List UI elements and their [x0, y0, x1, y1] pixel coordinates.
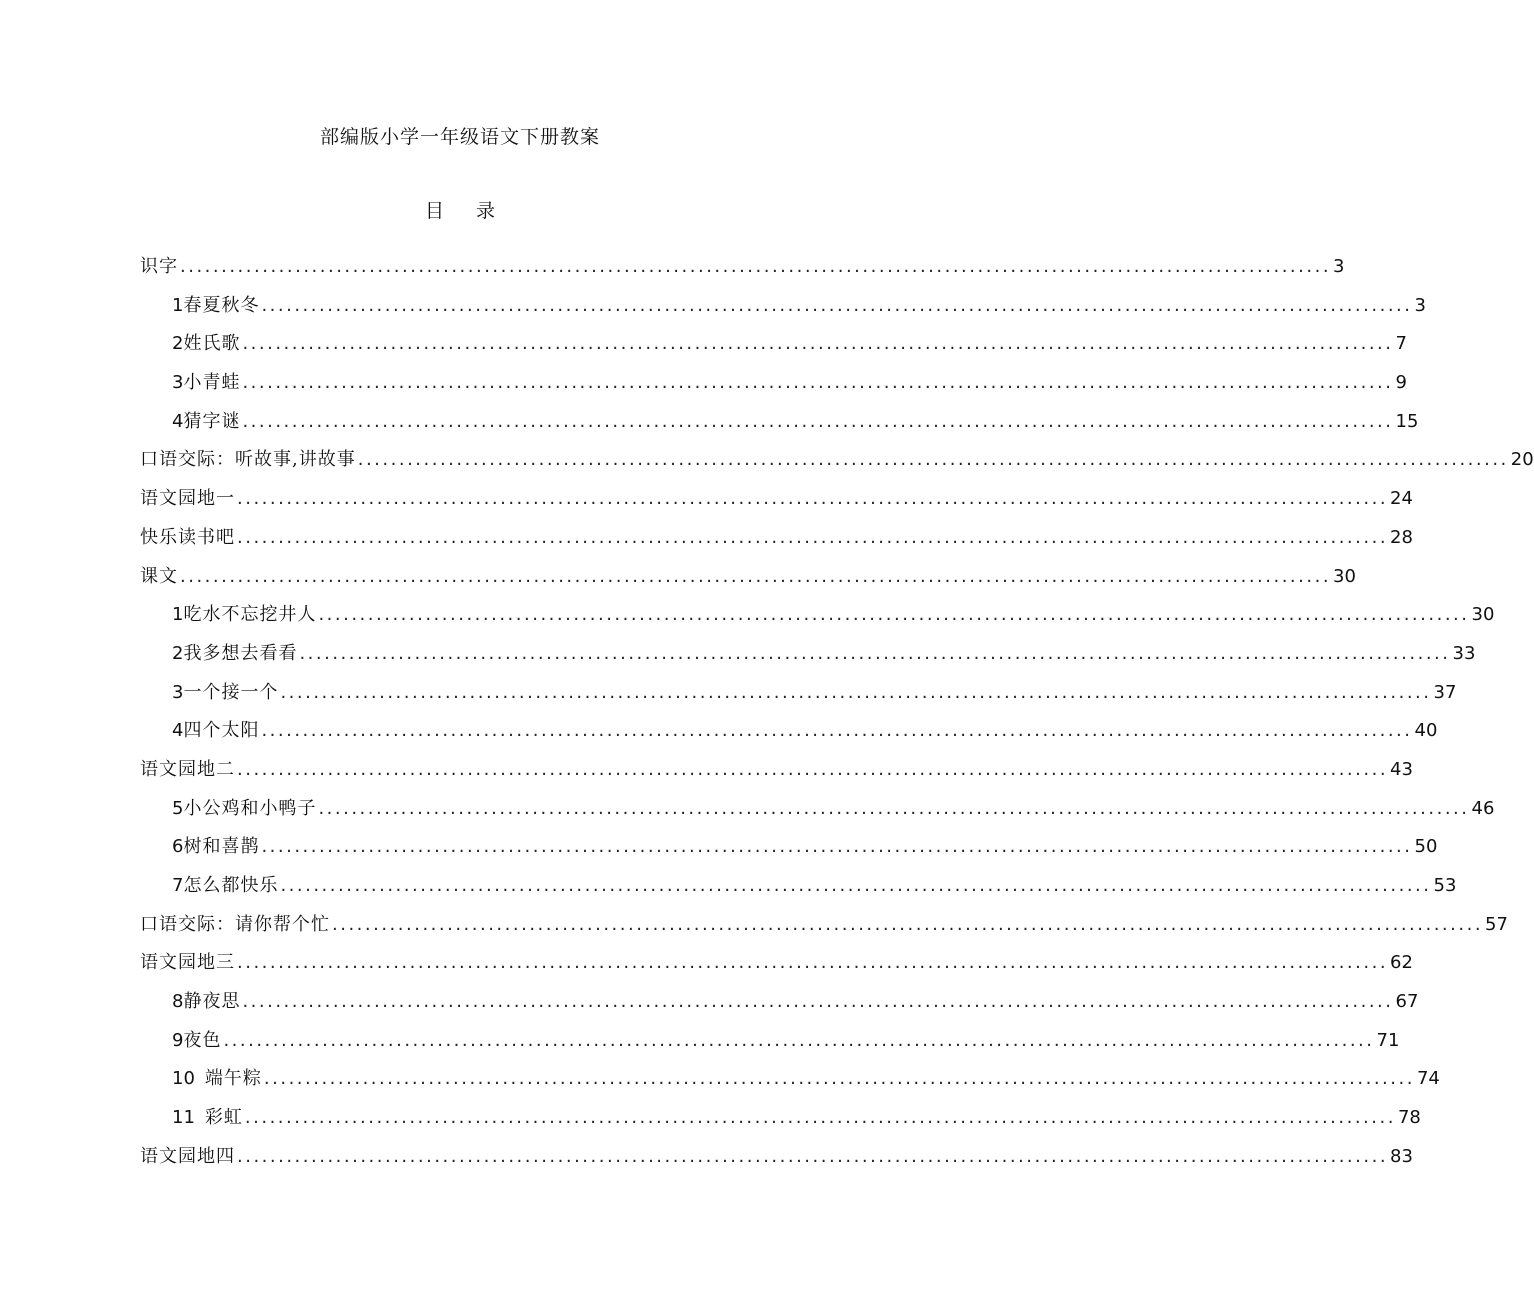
toc-entry-title: 怎么都快乐 [183, 875, 279, 896]
toc-entry-page: 3 [1333, 256, 1345, 277]
toc-dot-leader: ............................................................................................................................................ [357, 449, 1509, 471]
toc-entry-number: 2 [172, 333, 184, 355]
toc-entry[interactable] [140, 790, 1495, 829]
toc-entry-number: 1 [172, 294, 184, 316]
toc-entry-number: 10 [172, 1068, 195, 1090]
toc-entry-number: 11 [172, 1107, 195, 1129]
toc-entry-number: 4 [172, 720, 184, 742]
toc-entry-number: 5 [172, 797, 184, 819]
toc-dot-leader: ............................................................................................................................................ [332, 913, 1484, 935]
toc-entry[interactable] [140, 674, 1457, 713]
toc-dot-leader: ............................................................................................................................................ [237, 526, 1389, 548]
toc-entry-page: 30 [1471, 604, 1495, 626]
toc-entry-number: 2 [172, 642, 184, 664]
toc-entry-page: 28 [1390, 526, 1413, 548]
toc-entry[interactable] [140, 867, 1457, 906]
toc-entry-title: 口语交际：听故事,讲故事 [140, 449, 356, 471]
toc-entry-page: 50 [1414, 836, 1438, 858]
toc-entry[interactable] [140, 828, 1438, 867]
toc-entry-title: 语文园地一 [140, 488, 235, 510]
toc-dot-leader: ............................................................................................................................................ [263, 1068, 1415, 1090]
toc-entry-page: 20 [1510, 449, 1534, 471]
toc-entry-page: 62 [1390, 952, 1413, 974]
toc-entry[interactable] [140, 480, 1413, 519]
toc-entry[interactable] [140, 983, 1419, 1022]
toc-entry-title: 快乐读书吧 [140, 526, 235, 548]
toc-entry[interactable] [140, 1099, 1421, 1138]
toc-entry-title: 识字 [140, 256, 178, 277]
toc-dot-leader: ............................................................................................................................................ [299, 642, 1451, 664]
toc-entry-title: 彩虹 [204, 1107, 243, 1129]
toc-entry[interactable] [140, 906, 1508, 945]
toc-entry[interactable] [140, 596, 1495, 635]
toc-entry[interactable] [140, 712, 1438, 751]
toc-entry[interactable] [140, 403, 1419, 442]
toc-entry-page: 71 [1376, 1029, 1400, 1051]
toc-entry-page: 37 [1433, 681, 1457, 703]
toc-dot-leader: ............................................................................................................................................ [261, 720, 1413, 742]
toc-dot-leader: ............................................................................................................................................ [280, 681, 1432, 703]
toc-entry-page: 46 [1471, 797, 1495, 819]
toc-dot-leader: ............................................................................................................................................ [280, 875, 1432, 896]
toc-entry-title: 语文园地二 [140, 758, 235, 780]
toc-entry[interactable] [140, 519, 1413, 558]
toc-entry[interactable] [140, 325, 1407, 364]
toc-entry-number: 6 [172, 836, 184, 858]
toc-entry-title: 一个接一个 [183, 681, 279, 703]
toc-entry-page: 40 [1414, 720, 1438, 742]
toc-entry-page: 83 [1390, 1145, 1413, 1167]
toc-entry[interactable] [140, 944, 1413, 983]
toc-entry-number: 7 [172, 875, 184, 896]
toc-entry[interactable] [140, 287, 1426, 326]
toc-entry-title: 语文园地四 [140, 1145, 235, 1167]
toc-entry-page: 74 [1416, 1068, 1440, 1090]
table-of-contents [140, 248, 1534, 1177]
toc-entry-title: 静夜思 [183, 991, 241, 1013]
toc-entry-page: 57 [1485, 913, 1508, 935]
toc-entry[interactable] [140, 751, 1413, 790]
toc-entry-page: 24 [1390, 488, 1413, 510]
toc-dot-leader: ............................................................................................................................................ [244, 1107, 1396, 1129]
toc-entry-number: 4 [172, 410, 184, 432]
toc-entry[interactable] [140, 364, 1407, 403]
toc-dot-leader: ............................................................................................................................................ [242, 372, 1394, 394]
toc-entry-page: 30 [1333, 565, 1356, 587]
toc-entry[interactable] [140, 1022, 1400, 1061]
toc-dot-leader: ............................................................................................................................................ [237, 1145, 1389, 1167]
toc-entry-page: 33 [1452, 642, 1476, 664]
document-title: 部编版小学一年级语文下册教案 [319, 126, 600, 148]
toc-entry-title: 树和喜鹊 [183, 836, 260, 858]
toc-entry-title: 口语交际：请你帮个忙 [140, 913, 330, 935]
toc-dot-leader: ............................................................................................................................................ [242, 991, 1394, 1013]
toc-dot-leader: ............................................................................................................................................ [237, 952, 1389, 974]
toc-entry-title: 春夏秋冬 [183, 294, 260, 316]
toc-entry-page: 7 [1395, 333, 1407, 355]
toc-entry-number: 8 [172, 991, 184, 1013]
toc-entry-title: 猜字谜 [183, 410, 241, 432]
toc-dot-leader: ............................................................................................................................................ [318, 604, 1470, 626]
toc-entry-title: 语文园地三 [140, 952, 235, 974]
toc-entry-page: 67 [1395, 991, 1419, 1013]
toc-entry-title: 四个太阳 [183, 720, 260, 742]
toc-entry[interactable] [140, 1138, 1413, 1177]
toc-entry-title: 课文 [140, 565, 178, 587]
toc-entry-title: 吃水不忘挖井人 [183, 604, 317, 626]
toc-dot-leader: ............................................................................................................................................ [242, 333, 1394, 355]
toc-entry[interactable] [140, 441, 1534, 480]
toc-entry[interactable] [140, 1060, 1440, 1099]
toc-entry-number: 3 [172, 372, 184, 394]
toc-entry-page: 15 [1395, 410, 1419, 432]
toc-entry-page: 9 [1395, 372, 1407, 394]
toc-dot-leader: ............................................................................................................................................ [237, 758, 1389, 780]
toc-entry-title: 小公鸡和小鸭子 [183, 797, 317, 819]
toc-entry-page: 3 [1414, 294, 1426, 316]
toc-entry-title: 我多想去看看 [183, 642, 298, 664]
toc-dot-leader: ............................................................................................................................................ [242, 410, 1394, 432]
toc-dot-leader: ............................................................................................................................................ [223, 1029, 1375, 1051]
toc-dot-leader: ............................................................................................................................................ [261, 294, 1413, 316]
toc-entry-page: 78 [1397, 1107, 1421, 1129]
toc-entry-number: 9 [172, 1029, 184, 1051]
toc-heading: 目 录 [424, 200, 496, 222]
toc-entry-page: 53 [1433, 875, 1457, 896]
toc-entry-title: 小青蛙 [183, 372, 241, 394]
toc-entry-number: 3 [172, 681, 184, 703]
toc-entry[interactable] [140, 635, 1476, 674]
toc-entry-page: 43 [1390, 758, 1413, 780]
toc-entry[interactable] [140, 248, 1345, 287]
toc-entry-title: 端午粽 [204, 1068, 262, 1090]
toc-dot-leader: ............................................................................................................................................ [318, 797, 1470, 819]
toc-entry-title: 夜色 [183, 1029, 222, 1051]
toc-entry-number: 1 [172, 604, 184, 626]
toc-dot-leader: ............................................................................................................................................ [180, 256, 1332, 277]
toc-dot-leader: ............................................................................................................................................ [261, 836, 1413, 858]
toc-dot-leader: ............................................................................................................................................ [180, 565, 1332, 587]
toc-entry[interactable] [140, 558, 1356, 597]
toc-dot-leader: ............................................................................................................................................ [237, 488, 1389, 510]
toc-entry-title: 姓氏歌 [183, 333, 241, 355]
